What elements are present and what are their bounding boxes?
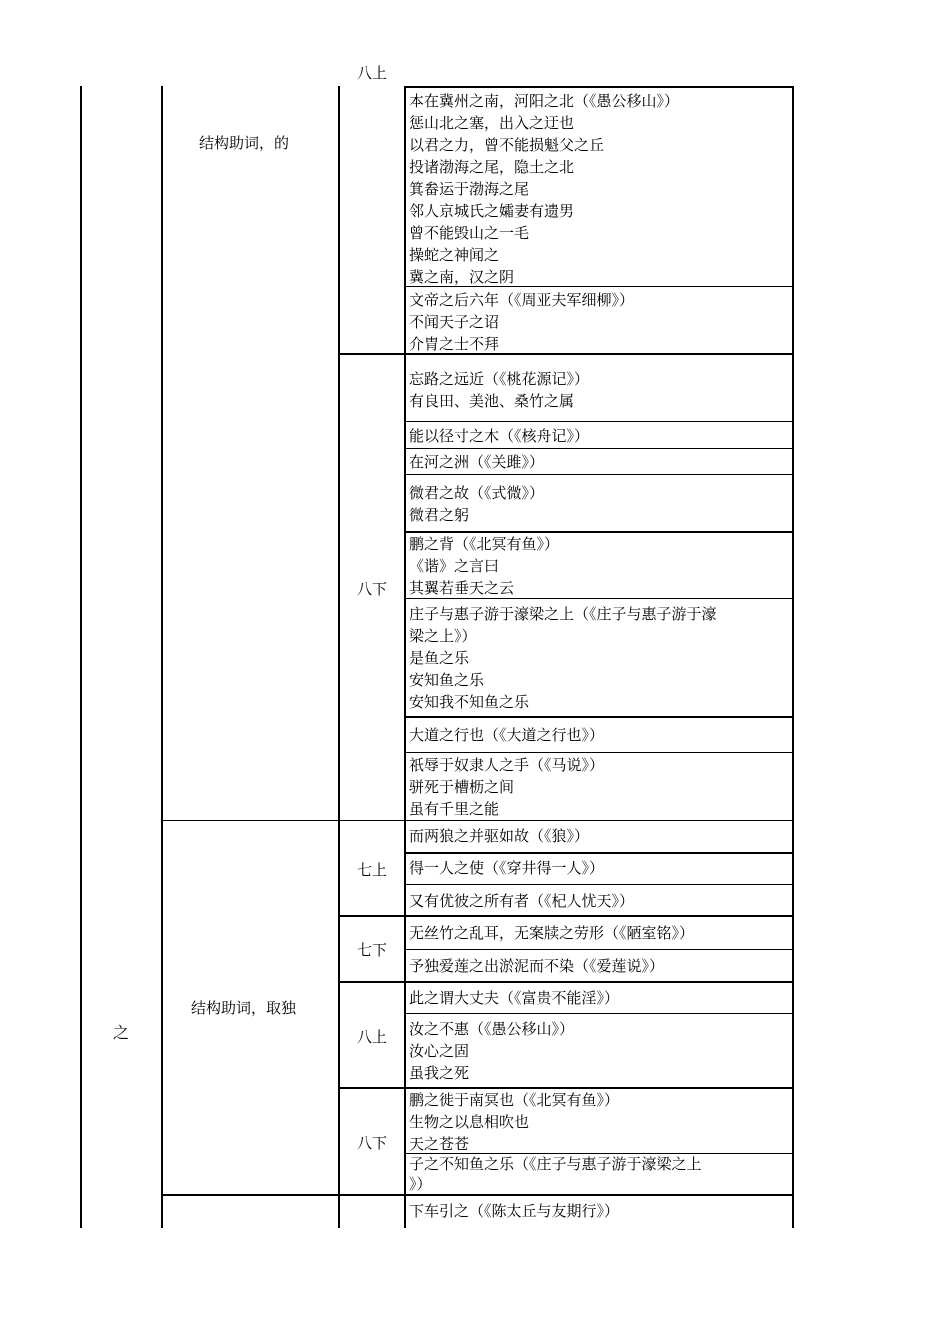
column-divider bbox=[792, 86, 794, 1228]
row-divider bbox=[161, 1194, 794, 1196]
example-line: 汝之不惠（《愚公移山》） bbox=[409, 1020, 575, 1038]
example-line: 予独爱莲之出淤泥而不染（《爱莲说》） bbox=[409, 957, 665, 975]
example-line: 虽我之死 bbox=[409, 1064, 470, 1082]
example-cell bbox=[409, 1200, 789, 1222]
example-line: 下车引之（《陈太丘与友期行》） bbox=[409, 1202, 620, 1220]
row-divider bbox=[404, 884, 794, 885]
example-line: 其翼若垂天之云 bbox=[409, 579, 515, 597]
example-cell bbox=[409, 857, 789, 879]
example-cell bbox=[409, 1154, 789, 1194]
example-line: 生物之以息相吹也 bbox=[409, 1113, 530, 1131]
column-divider bbox=[161, 86, 163, 1228]
example-cell bbox=[409, 451, 789, 473]
example-cell bbox=[409, 1018, 789, 1084]
grade-label: 八下 bbox=[357, 580, 388, 598]
column-divider bbox=[80, 86, 82, 1228]
grade-label: 七下 bbox=[357, 941, 388, 959]
example-line: 鹏之徙于南冥也（《北冥有鱼》） bbox=[409, 1091, 620, 1109]
row-divider bbox=[404, 448, 794, 449]
example-line: 本在冀州之南，河阳之北（《愚公移山》） bbox=[409, 92, 680, 110]
example-line: 操蛇之神闻之 bbox=[409, 246, 500, 264]
grade-label: 八下 bbox=[357, 1134, 388, 1152]
example-line: 梁之上》） bbox=[409, 627, 477, 645]
example-line: 安知我不知鱼之乐 bbox=[409, 693, 530, 711]
example-line: 汝心之固 bbox=[409, 1042, 470, 1060]
row-divider bbox=[404, 949, 794, 950]
example-line: 庄子与惠子游于濠梁之上（《庄子与惠子游于濠 bbox=[409, 605, 717, 623]
example-line: 微君之故（《式微》） bbox=[409, 484, 545, 502]
example-line: 能以径寸之木（《核舟记》） bbox=[409, 427, 590, 445]
example-line: 介胄之士不拜 bbox=[409, 335, 500, 353]
example-cell bbox=[409, 754, 789, 820]
example-line: 邻人京城氏之孀妻有遗男 bbox=[409, 202, 575, 220]
top-grade-label: 八上 bbox=[357, 64, 388, 82]
example-cell bbox=[409, 603, 789, 713]
example-line: 不闻天子之诏 bbox=[409, 313, 500, 331]
row-divider bbox=[338, 981, 794, 983]
example-line: 曾不能毁山之一毛 bbox=[409, 224, 530, 242]
example-line: 鹏之背（《北冥有鱼》） bbox=[409, 535, 560, 553]
example-cell bbox=[409, 1089, 789, 1155]
example-line: 安知鱼之乐 bbox=[409, 671, 485, 689]
example-cell bbox=[409, 425, 789, 447]
example-line: 》） bbox=[409, 1175, 432, 1193]
example-cell bbox=[409, 987, 789, 1009]
row-divider bbox=[404, 474, 794, 475]
example-line: 是鱼之乐 bbox=[409, 649, 470, 667]
example-line: 投诸渤海之尾，隐土之北 bbox=[409, 158, 575, 176]
row-divider bbox=[404, 752, 794, 753]
example-line: 忘路之远近（《桃花源记》） bbox=[409, 370, 590, 388]
row-divider bbox=[404, 1013, 794, 1014]
row-divider bbox=[161, 820, 794, 821]
example-cell bbox=[409, 90, 789, 288]
example-line: 在河之洲（《关雎》） bbox=[409, 453, 545, 471]
example-line: 子之不知鱼之乐（《庄子与惠子游于濠梁之上 bbox=[409, 1155, 702, 1173]
usage-label: 结构助词，取独 bbox=[191, 999, 297, 1017]
example-line: 又有优彼之所有者（《杞人忧天》） bbox=[409, 892, 635, 910]
example-line: 冀之南，汉之阴 bbox=[409, 268, 515, 286]
row-divider bbox=[404, 421, 794, 422]
example-line: 微君之躬 bbox=[409, 506, 470, 524]
example-line: 文帝之后六年（《周亚夫军细柳》） bbox=[409, 291, 635, 309]
example-line: 得一人之使（《穿井得一人》） bbox=[409, 859, 605, 877]
example-line: 天之苍苍 bbox=[409, 1135, 470, 1153]
character-label: 之 bbox=[113, 1023, 130, 1042]
example-line: 虽有千里之能 bbox=[409, 800, 500, 818]
example-line: 无丝竹之乱耳，无案牍之劳形（《陋室铭》） bbox=[409, 924, 695, 942]
example-cell bbox=[409, 825, 789, 847]
row-divider bbox=[404, 716, 794, 718]
column-divider bbox=[338, 86, 340, 1228]
example-line: 祇辱于奴隶人之手（《马说》） bbox=[409, 756, 605, 774]
example-cell bbox=[409, 922, 789, 944]
row-divider bbox=[338, 915, 794, 917]
row-divider bbox=[404, 86, 794, 88]
grade-label: 七上 bbox=[357, 861, 388, 879]
example-cell bbox=[409, 368, 789, 412]
example-cell bbox=[409, 724, 789, 746]
example-cell bbox=[409, 890, 789, 912]
example-line: 《谐》之言曰 bbox=[409, 557, 500, 575]
example-cell bbox=[409, 533, 789, 599]
example-line: 以君之力，曾不能损魁父之丘 bbox=[409, 136, 605, 154]
example-line: 惩山北之塞，出入之迂也 bbox=[409, 114, 575, 132]
column-divider bbox=[404, 86, 406, 1228]
row-divider bbox=[404, 852, 794, 854]
example-line: 有良田、美池、桑竹之属 bbox=[409, 392, 575, 410]
example-cell bbox=[409, 289, 789, 355]
example-cell bbox=[409, 955, 789, 977]
example-line: 骈死于槽枥之间 bbox=[409, 778, 515, 796]
grade-label: 八上 bbox=[357, 1028, 388, 1046]
example-line: 大道之行也（《大道之行也》） bbox=[409, 726, 605, 744]
example-cell bbox=[409, 482, 789, 526]
example-line: 此之谓大丈夫（《富贵不能淫》） bbox=[409, 989, 620, 1007]
example-line: 而两狼之并驱如故（《狼》） bbox=[409, 827, 590, 845]
usage-label: 结构助词，的 bbox=[199, 134, 290, 152]
example-line: 箕畚运于渤海之尾 bbox=[409, 180, 530, 198]
